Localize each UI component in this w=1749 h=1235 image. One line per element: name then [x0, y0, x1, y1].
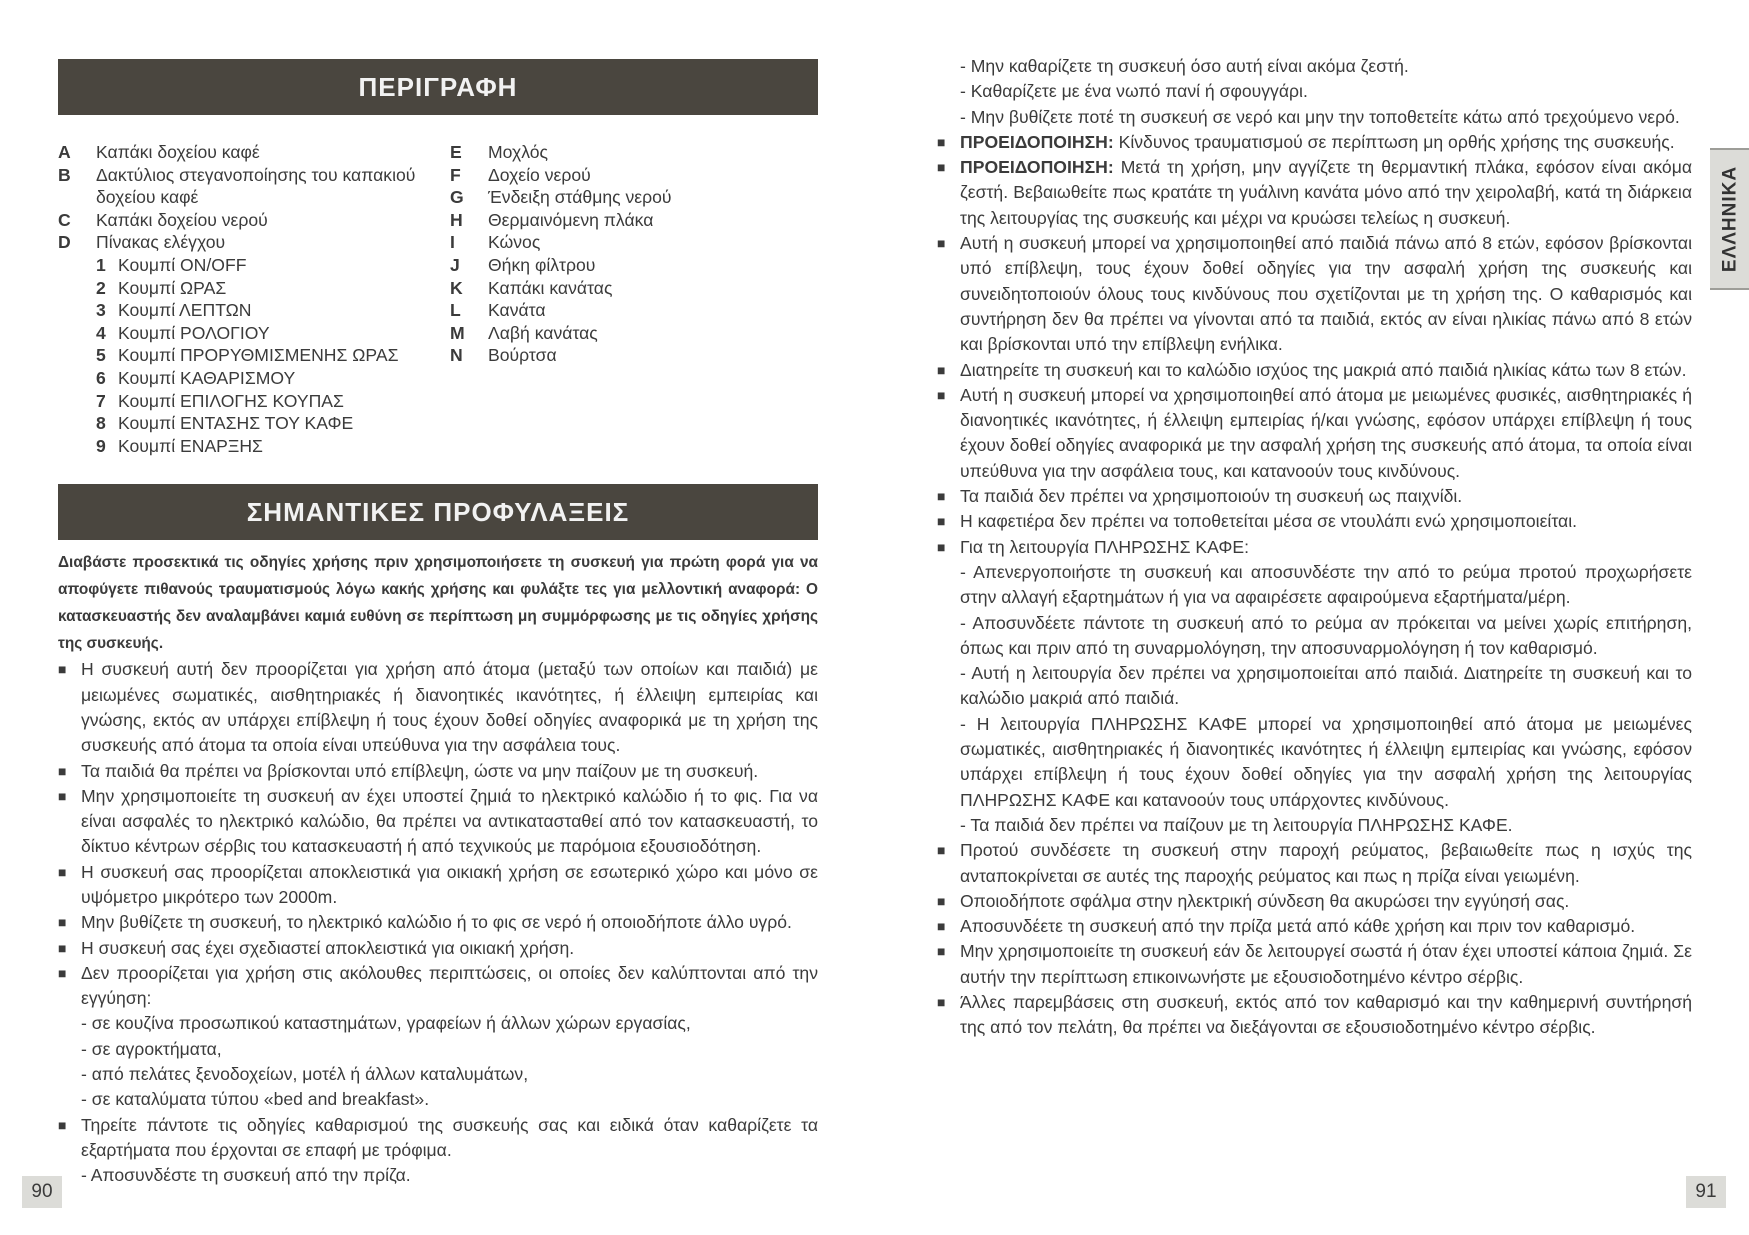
warning-label: ΠΡΟΕΙΔΟΠΟΙΗΣΗ:: [960, 131, 1114, 152]
list-item: [58, 936, 818, 961]
intro-paragraph: Διαβάστε προσεκτικά τις οδηγίες χρήσης πριν χρησιμοποιήσετε τη συσκευή για πρώτη φορά για να αποφύγετε πιθανούς τραυματισμούς λόγω κακής χρήσης και φυλάξτε τες για μελλοντική αναφορά: Ο κατασκευαστής δεν αναλαμβάνει καμιά ευθύνη σε περίπτωση μη συμμόρφωσης με τις οδηγίες χρήσης της συσκευής.: [58, 554, 818, 653]
sub-item: - Αποσυνδέετε πάντοτε τη συσκευή από το ρεύμα αν πρόκειται να μείνει χωρίς επιτήρηση, όπως και πριν από τη συναρμολόγηση, την αποσυναρμολόγηση ή τον καθαρισμό.: [960, 612, 1692, 658]
sub-item: - Απενεργοποιήστε τη συσκευή και αποσυνδέστε την από το ρεύμα προτού προχωρήσετε στην αλλαγή εξαρτημάτων ή για να αφαιρέσετε αφαιρούμενα εξαρτήματα/μέρη.: [960, 561, 1692, 608]
sub-item: - Αυτή η λειτουργία δεν πρέπει να χρησιμοποιείται από παιδιά. Διατηρείτε τη συσκευή και το καλώδιο μακριά από παιδιά.: [960, 663, 1692, 709]
control-item: [58, 322, 450, 345]
part-label: Κανάτα: [488, 300, 546, 321]
precautions-list: [58, 657, 818, 1188]
sub-item: - σε αγροκτήματα,: [81, 1038, 222, 1059]
part-item: [450, 299, 810, 322]
list-item: [937, 509, 1692, 534]
part-label: Κώνος: [488, 232, 541, 253]
bullet-square-icon: ■: [937, 918, 946, 935]
control-item: [58, 344, 450, 367]
warnings-list: [937, 130, 1692, 1041]
sub-item: - από πελάτες ξενοδοχείων, μοτέλ ή άλλων καταλυμάτων,: [81, 1064, 529, 1085]
control-label: Κουμπί ΚΑΘΑΡΙΣΜΟΥ: [118, 367, 296, 388]
control-label: Κουμπί ΕΝΑΡΞΗΣ: [118, 435, 263, 456]
sub-item: - Μην καθαρίζετε τη συσκευή όσο αυτή είναι ακόμα ζεστή.: [960, 56, 1409, 76]
language-tab: [1710, 148, 1749, 290]
item-text: Αποσυνδέετε τη συσκευή από την πρίζα μετά από κάθε χρήση και πριν τον καθαρισμό.: [960, 916, 1636, 937]
item-text: Αυτή η συσκευή μπορεί να χρησιμοποιηθεί από παιδιά πάνω από 8 ετών, εφόσον βρίσκονται υπό επίβλεψη, τους έχουν δοθεί οδηγίες για την ασφαλή χρήση της συσκευής και συνειδητοποιούν όλους τους κινδύνους που σχετίζονται με τη χρήση της. Ο καθαρισμός και συντήρηση δεν θα πρέπει να γίνονται από τα παιδιά, εκτός αν είναι ηλικίας πάνω από 8 ετών και βρίσκονται υπό την επίβλεψη ενήλικα.: [960, 233, 1692, 355]
control-number: 6: [96, 367, 106, 388]
control-label: Κουμπί ΠΡΟΡΥΘΜΙΣΜΕΝΗΣ ΩΡΑΣ: [118, 345, 399, 366]
parts-list: [58, 141, 818, 457]
right-page: [937, 54, 1692, 1041]
control-item: [58, 412, 450, 435]
list-item: [937, 484, 1692, 509]
part-key: A: [58, 142, 71, 162]
list-item: [937, 838, 1692, 889]
sub-item: - σε καταλύματα τύπου «bed and breakfast».: [81, 1089, 430, 1110]
part-item: [58, 231, 450, 254]
warning-text: Μετά τη χρήση, μην αγγίζετε τη θερμαντική πλάκα, εφόσον είναι ακόμα ζεστή. Βεβαιωθείτε πως κρατάτε τη γυάλινη κανάτα μόνο από την χειρολαβή, κατά τη διάρκεια της λειτουργίας της συσκευής και μέχρι να κρυώσει τελείως η συσκευή.: [960, 157, 1692, 228]
item-text: Άλλες παρεμβάσεις στη συσκευή, εκτός από τον καθαρισμό και την καθημερινή συντήρησή της από τον πελάτη, θα πρέπει να διεξάγονται σε εξουσιοδοτημένο κέντρο σέρβις.: [960, 991, 1692, 1038]
bullet-square-icon: ■: [58, 863, 67, 880]
control-label: Κουμπί ΡΟΛΟΓΙΟΥ: [118, 322, 270, 343]
list-item: [937, 231, 1692, 357]
sub-item: - Μην βυθίζετε ποτέ τη συσκευή σε νερό και μην την τοποθετείτε κάτω από τρεχούμενο νερό.: [960, 106, 1680, 127]
control-number: 9: [96, 435, 106, 456]
bullet-square-icon: ■: [58, 1116, 67, 1133]
control-number: 5: [96, 345, 106, 366]
part-item: [58, 164, 450, 209]
bullet-square-icon: ■: [58, 661, 67, 678]
control-label: Κουμπί ΕΝΤΑΣΗΣ ΤΟΥ ΚΑΦΕ: [118, 413, 354, 434]
part-item: [450, 344, 810, 367]
part-key: G: [450, 187, 464, 208]
bullet-square-icon: ■: [937, 513, 946, 530]
bullet-square-icon: ■: [58, 964, 67, 981]
part-label: Βούρτσα: [488, 345, 557, 366]
bullet-square-icon: ■: [937, 386, 946, 403]
part-item: [450, 254, 810, 277]
part-key: D: [58, 232, 71, 253]
bullet-square-icon: ■: [937, 842, 946, 859]
list-item: [58, 657, 818, 758]
control-item: [58, 299, 450, 322]
list-item: [937, 990, 1692, 1041]
bullet-square-icon: ■: [58, 939, 67, 956]
part-item: [450, 277, 810, 300]
part-key: H: [450, 209, 463, 230]
part-item: [450, 322, 810, 345]
control-item: [58, 277, 450, 300]
list-item: [937, 939, 1692, 990]
list-item: [58, 860, 818, 911]
part-label: Δακτύλιος στεγανοποίησης του καπακιού δοχείου καφέ: [96, 164, 416, 208]
control-label: Κουμπί ΩΡΑΣ: [118, 277, 227, 298]
part-item: [58, 141, 450, 164]
description-header: ΠΕΡΙΓΡΑΦΗ: [58, 59, 818, 115]
bullet-square-icon: ■: [937, 235, 946, 252]
item-text: Η καφετιέρα δεν πρέπει να τοποθετείται μέσα σε ντουλάπι ενώ χρησιμοποιείται.: [960, 511, 1577, 532]
part-key: F: [450, 164, 461, 185]
control-label: Κουμπί ON/OFF: [118, 254, 247, 275]
item-text: Μην χρησιμοποιείτε τη συσκευή αν έχει υποστεί ζημιά το ηλεκτρικό καλώδιο ή το φις. Για να είναι ασφαλές το ηλεκτρικό καλώδιο, θα πρέπει να αντικατασταθεί από τον κατασκευαστή, το δίκτυο κέντρων σέρβις του κατασκευαστή ή από τεχνικούς με παρόμοια εξουσιοδότηση.: [81, 785, 818, 857]
item-text: Για τη λειτουργία ΠΛΗΡΩΣΗΣ ΚΑΦΕ:: [960, 536, 1249, 557]
list-item: [58, 961, 818, 1012]
bullet-square-icon: ■: [937, 488, 946, 505]
bullet-square-icon: ■: [58, 762, 67, 779]
part-key: E: [450, 142, 462, 162]
warning-label: ΠΡΟΕΙΔΟΠΟΙΗΣΗ:: [960, 157, 1114, 178]
list-item: [937, 358, 1692, 383]
list-item: [937, 535, 1692, 560]
item-text: Προτού συνδέσετε τη συσκευή στην παροχή ρεύματος, βεβαιωθείτε πως η ισχύς της ανταποκρίνεται σε αυτές της παροχής ρεύματος και πως η πρίζα είναι γειωμένη.: [960, 840, 1692, 886]
part-label: Ένδειξη στάθμης νερού: [488, 187, 672, 208]
bullet-square-icon: ■: [937, 892, 946, 909]
item-text: Μην χρησιμοποιείτε τη συσκευή εάν δε λειτουργεί σωστά ή όταν έχει υποστεί κάποια ζημιά. Σε αυτήν την περίπτωση επικοινωνήστε με εξουσιοδοτημένο κέντρο σέρβις.: [960, 941, 1692, 987]
part-label: Δοχείο νερού: [488, 164, 591, 185]
control-item: [58, 390, 450, 413]
left-page: [58, 59, 818, 1189]
control-item: [58, 254, 450, 277]
sub-item: - σε κουζίνα προσωπικού καταστημάτων, γραφείων ή άλλων χώρων εργασίας,: [81, 1013, 691, 1034]
part-key: L: [450, 300, 461, 321]
control-number: 8: [96, 413, 106, 434]
item-text: [960, 130, 1692, 155]
item-text: [960, 155, 1692, 231]
part-item: [450, 141, 810, 164]
part-label: Θερμαινόμενη πλάκα: [488, 209, 654, 230]
parts-column-2: [450, 141, 810, 457]
bullet-square-icon: ■: [937, 133, 946, 150]
control-number: 2: [96, 277, 106, 298]
item-text: Τα παιδιά δεν πρέπει να χρησιμοποιούν τη συσκευή ως παιχνίδι.: [960, 486, 1463, 507]
part-item: [450, 164, 810, 187]
bullet-square-icon: ■: [937, 538, 946, 555]
part-label: Θήκη φίλτρου: [488, 254, 596, 275]
item-text: Μην βυθίζετε τη συσκευή, το ηλεκτρικό καλώδιο ή το φις σε νερό ή οποιοδήποτε άλλο υγρό.: [81, 912, 792, 933]
bullet-square-icon: ■: [937, 943, 946, 960]
part-label: Καπάκι δοχείου καφέ: [96, 142, 260, 162]
page-number-left: 90: [22, 1176, 62, 1208]
part-key: B: [58, 164, 71, 185]
warning-text: Κίνδυνος τραυματισμού σε περίπτωση μη ορθής χρήσης της συσκευής.: [1118, 131, 1675, 152]
list-item: [58, 910, 818, 935]
part-label: Καπάκι κανάτας: [488, 277, 613, 298]
list-item: [937, 383, 1692, 484]
precautions-header: ΣΗΜΑΝΤΙΚΕΣ ΠΡΟΦΥΛΑΞΕΙΣ: [58, 484, 818, 540]
list-item: [58, 759, 818, 784]
control-item: [58, 435, 450, 458]
bullet-square-icon: ■: [58, 787, 67, 804]
part-key: C: [58, 209, 71, 230]
warning-item: [937, 155, 1692, 231]
sub-item: - Τα παιδιά δεν πρέπει να παίζουν με τη λειτουργία ΠΛΗΡΩΣΗΣ ΚΑΦΕ.: [960, 814, 1513, 835]
language-label: ΕΛΛΗΝΙΚΑ: [1718, 165, 1740, 273]
part-item: [450, 231, 810, 254]
bullet-square-icon: ■: [937, 993, 946, 1010]
control-number: 7: [96, 390, 106, 411]
part-key: M: [450, 322, 465, 343]
control-label: Κουμπί ΕΠΙΛΟΓΗΣ ΚΟΥΠΑΣ: [118, 390, 344, 411]
part-label: Μοχλός: [488, 142, 548, 162]
part-key: N: [450, 345, 463, 366]
bullet-square-icon: ■: [937, 159, 946, 176]
part-item: [450, 209, 810, 232]
part-label: Καπάκι δοχείου νερού: [96, 209, 268, 230]
parts-column-1: [58, 141, 450, 457]
sub-item: - Καθαρίζετε με ένα νωπό πανί ή σφουγγάρι.: [960, 81, 1308, 102]
bullet-square-icon: ■: [937, 361, 946, 378]
list-item: [937, 914, 1692, 939]
part-label: Πίνακας ελέγχου: [96, 232, 226, 253]
part-item: [58, 209, 450, 232]
item-text: Οποιοδήποτε σφάλμα στην ηλεκτρική σύνδεση θα ακυρώσει την εγγύησή σας.: [960, 890, 1570, 911]
bullet-square-icon: ■: [58, 914, 67, 931]
warning-item: [937, 130, 1692, 155]
item-text: Τηρείτε πάντοτε τις οδηγίες καθαρισμού της συσκευής σας και ειδικά όταν καθαρίζετε τα εξαρτήματα που έρχονται σε επαφή με τρόφιμα.: [81, 1114, 818, 1160]
list-item: [58, 1113, 818, 1164]
part-item: [450, 186, 810, 209]
list-item: [58, 784, 818, 860]
item-text: Η συσκευή σας προορίζεται αποκλειστικά για οικιακή χρήση σε εσωτερικό χώρο και μόνο σε υψόμετρο μικρότερο των 2000m.: [81, 861, 818, 907]
control-label: Κουμπί ΛΕΠΤΩΝ: [118, 300, 252, 321]
control-item: [58, 367, 450, 390]
part-label: Λαβή κανάτας: [488, 322, 598, 343]
control-number: 4: [96, 322, 106, 343]
sub-item: - Η λειτουργία ΠΛΗΡΩΣΗΣ ΚΑΦΕ μπορεί να χρησιμοποιηθεί από άτομα με μειωμένες σωματικές, αισθητηριακές ή διανοητικές ικανότητες ή έλλειψη εμπειρίας και γνώσης, εφόσον υπάρχει επίβλεψη ή τους έχουν δοθεί οδηγίες για την ασφαλή χρήση της λειτουργίας ΠΛΗΡΩΣΗΣ ΚΑΦΕ και κατανοούν τους υπάρχοντες κινδύνους.: [960, 713, 1692, 810]
item-text: Αυτή η συσκευή μπορεί να χρησιμοποιηθεί από άτομα με μειωμένες φυσικές, αισθητηριακές ή διανοητικές ικανότητες, ή έλλειψη εμπειρίας ή/και γνώσης, εφόσον υπάρχει επίβλεψη ή τους έχουν δοθεί οδηγίες αναφορικά με την ασφαλή χρήση της συσκευής από άτομα, τα οποία είναι υπεύθυνα για την ασφάλεια τους, και κατανοούν τους κινδύνους.: [960, 384, 1692, 481]
item-text: Τα παιδιά θα πρέπει να βρίσκονται υπό επίβλεψη, ώστε να μην παίζουν με τη συσκευή.: [81, 760, 759, 781]
item-text: Δεν προορίζεται για χρήση στις ακόλουθες περιπτώσεις, οι οποίες δεν καλύπτονται από την εγγύηση:: [81, 962, 818, 1009]
page-number-right: 91: [1686, 1176, 1726, 1208]
sub-item: - Αποσυνδέστε τη συσκευή από την πρίζα.: [81, 1165, 411, 1186]
item-text: Η συσκευή αυτή δεν προορίζεται για χρήση από άτομα (μεταξύ των οποίων και παιδιά) με μειωμένες σωματικές, αισθητηριακές ή διανοητικές ικανότητες, ή έλλειψη εμπειρίας και γνώσης, εκτός αν υπάρχει επίβλεψη ή τους έχουν δοθεί οδηγίες αναφορικά με τη χρήση της συσκευής από άτομα τα οποία είναι υπεύθυνα για την ασφάλεια τους.: [81, 659, 818, 756]
item-text: Η συσκευή σας έχει σχεδιαστεί αποκλειστικά για οικιακή χρήση.: [81, 937, 575, 958]
control-number: 1: [96, 254, 106, 275]
part-key: I: [450, 232, 455, 253]
item-text: Διατηρείτε τη συσκευή και το καλώδιο ισχύος της μακριά από παιδιά ηλικίας κάτω των 8 ετών.: [960, 359, 1687, 380]
list-item: [937, 889, 1692, 914]
control-number: 3: [96, 300, 106, 321]
part-key: K: [450, 277, 463, 298]
part-key: J: [450, 254, 460, 275]
